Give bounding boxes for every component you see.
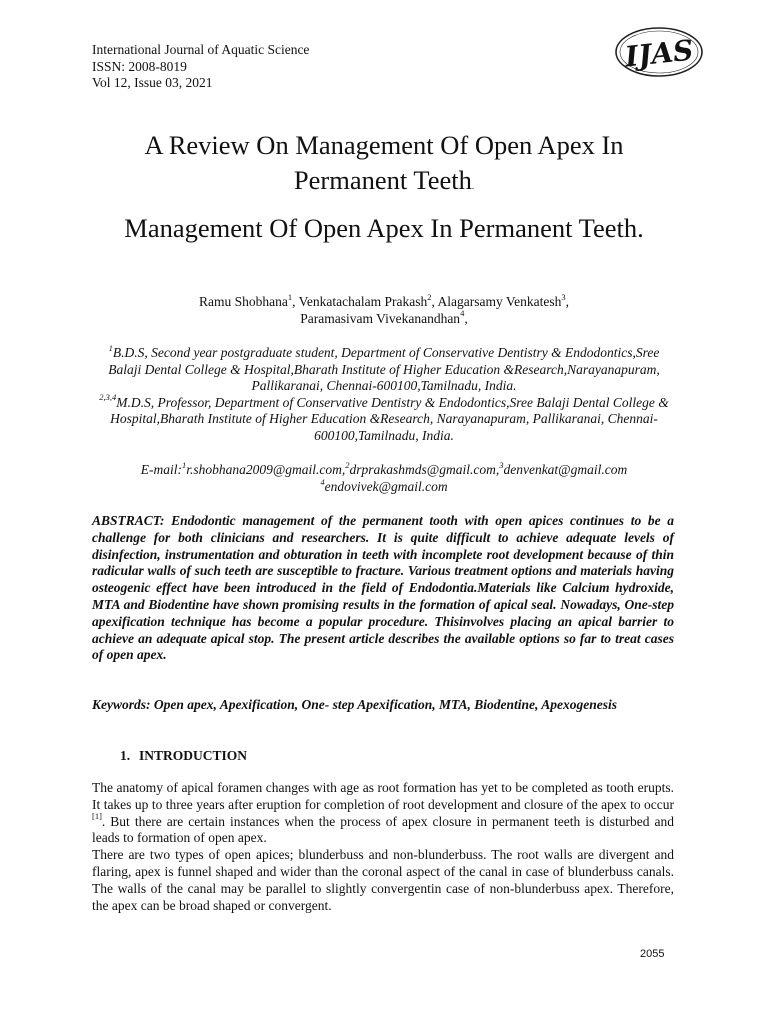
email-address: r.shobhana2009@gmail.com, xyxy=(186,462,346,477)
author-sup: 1 xyxy=(287,291,293,302)
author-name: Alagarsamy Venkatesh xyxy=(437,294,562,309)
email-address: drprakashmds@gmail.com, xyxy=(349,462,500,477)
intro-paragraph-1: The anatomy of apical foramen changes with age as root formation has yet to be completed as tooth erupts. It takes up to three years after eruption for completion of root development and closure of the apex to occur [1]. But there are certain instances when the process of apex closure in permanent teeth is disturbed and leads to formation of open apex. xyxy=(92,780,674,846)
author-list: Ramu Shobhana$^1$, Venkatachalam Prakash$^2$, Alagarsamy Venkatesh$^3$, Paramasivam Vivekanandhan$^4$, xyxy=(199,291,569,326)
email-label: E-mail: xyxy=(140,462,182,477)
journal-header xyxy=(92,42,309,92)
section-title: INTRODUCTION xyxy=(139,748,248,763)
author-name: Paramasivam Vivekanandhan xyxy=(300,310,461,326)
journal-name: International Journal of Aquatic Science xyxy=(92,42,310,57)
running-title: Management Of Open Apex In Permanent Teeth. xyxy=(124,213,644,243)
journal-volume: Vol 12, Issue 03, 2021 xyxy=(92,75,213,90)
journal-issn: ISSN: 2008-8019 xyxy=(92,58,187,74)
logo-text: IJAS xyxy=(623,33,695,74)
author-sup: 4 xyxy=(460,308,465,318)
journal-logo xyxy=(614,26,704,78)
citation-ref: [1] xyxy=(92,811,102,822)
author-sup: 3 xyxy=(561,291,566,302)
paper-title xyxy=(92,128,676,204)
abstract: ABSTRACT: Endodontic management of the permanent tooth with open apices continues to be a challenge for both clinicians and researchers. It is quite difficult to achieve adequate levels of disinfection, instrumentation and obturation in teeth with incomplete root development because of thin radicular walls of such teeth are susceptible to fracture. Various treatment options and materials having osteogenic effect have been introduced in the field of Endodontia.Materials like Calcium hydroxide, MTA and Biodentine have shown promising results in the formation of apical seal. Nowadays, One-step apexification technique has become a popular procedure. Thisinvolves placing an apical barrier to achieve an adequate apical stop. The present article describes the available options so far to treat cases of open apex. xyxy=(92,513,674,663)
author-name: Ramu Shobhana xyxy=(199,294,288,309)
author-sup: 2 xyxy=(427,291,432,302)
email-address: denvenkat@gmail.com xyxy=(503,462,628,477)
paper-title-trailing: . xyxy=(471,181,475,191)
affiliation-2: $^{2,3,4}$M.D.S, Professor, Department of Conservative Dentistry & Endodontics,Sree Balaji Dental College & Hospital,Bharath Institute of Higher Education &Research, Narayanapuram, Pallikaranai, Chennai-600100,Tamilnadu, India. xyxy=(99,392,669,443)
page-number: 2055 xyxy=(640,948,665,960)
paper-title-text: A Review On Management Of Open Apex In Permanent Teeth xyxy=(144,130,624,195)
intro-paragraph-2: There are two types of open apices; blunderbuss and non-blunderbuss. The root walls are divergent and flaring, apex is funnel shaped and wider than the coronal aspect of the canal in case of blunderbuss canals. The walls of the canal may be parallel to slightly convergentin case of non-blunderbuss apex. Therefore, the apex can be broad shaped or convergent. xyxy=(92,847,674,913)
email-address: endovivek@gmail.com xyxy=(324,479,448,494)
affiliation-1: $^1$B.D.S, Second year postgraduate student, Department of Conservative Dentistry & Endodontics,Sree Balaji Dental College & Hospital,Bharath Institute of Higher Education &Research,Narayanapuram, Pallikaranai, Chennai-600100,Tamilnadu, India. xyxy=(108,342,660,393)
keywords: Keywords: Open apex, Apexification, One- step Apexification, MTA, Biodentine, Apexogenesis xyxy=(92,697,617,712)
section-number: 1. xyxy=(120,748,131,763)
email-block: E-mail:$^1$r.shobhana2009@gmail.com,$^2$drprakashmds@gmail.com,$^3$denvenkat@gmail.com $^4$endovivek@gmail.com xyxy=(140,459,628,494)
affiliations xyxy=(92,342,676,444)
introduction-body xyxy=(92,780,674,914)
section-heading-introduction xyxy=(120,747,247,764)
author-name: Venkatachalam Prakash xyxy=(298,294,428,309)
